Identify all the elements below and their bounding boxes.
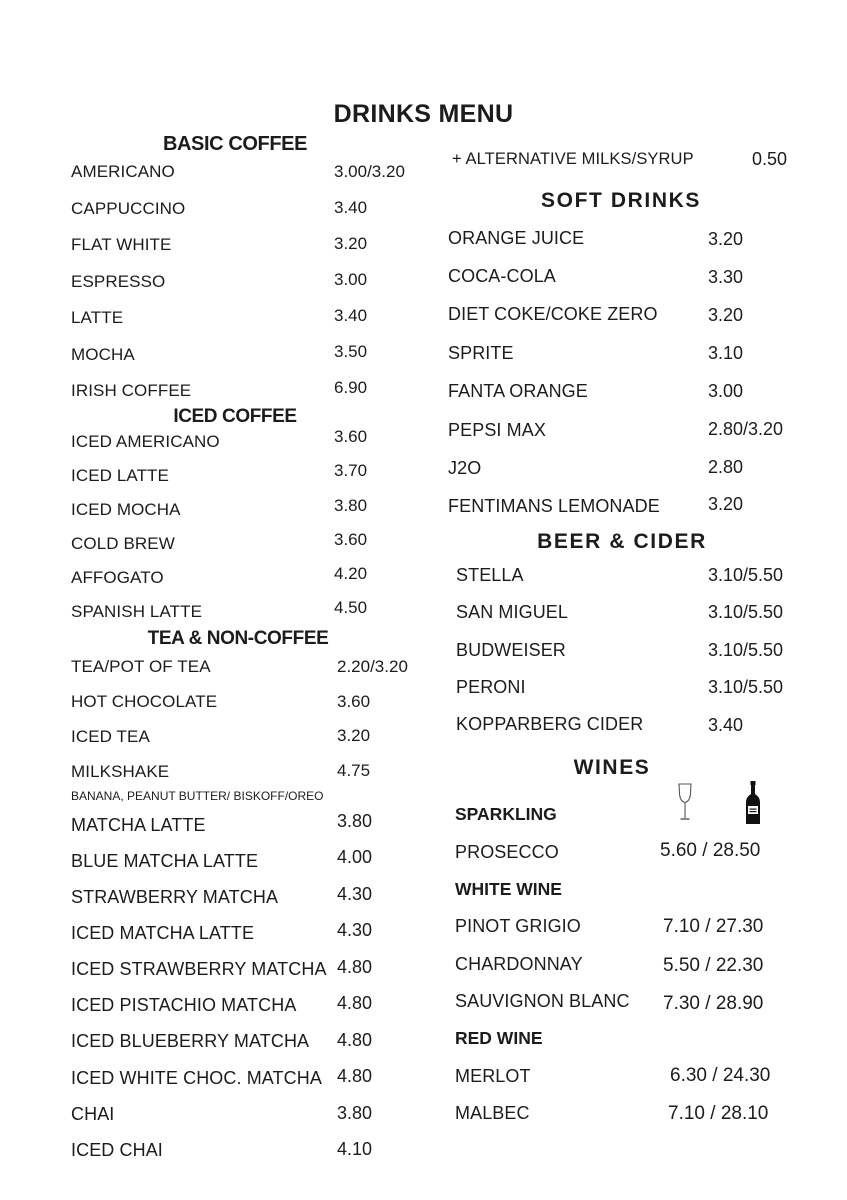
section-heading-iced-coffee: ICED COFFEE xyxy=(173,406,297,427)
menu-item-price: 3.00 xyxy=(708,381,744,401)
menu-item-price: 4.80 xyxy=(337,1066,373,1086)
menu-item-price: 3.40 xyxy=(334,198,368,217)
menu-item-price: 6.90 xyxy=(334,378,368,397)
menu-item-price: 6.30 / 24.30 xyxy=(670,1065,771,1086)
menu-item-name: PINOT GRIGIO xyxy=(455,916,581,936)
menu-item-name: MATCHA LATTE xyxy=(71,815,206,835)
menu-item-price: 3.10/5.50 xyxy=(708,565,784,585)
menu-item-price: 3.20 xyxy=(334,234,368,253)
menu-item-name: MILKSHAKE xyxy=(71,762,170,781)
menu-item-name: PEPSI MAX xyxy=(448,420,546,440)
menu-item-price: 3.30 xyxy=(708,267,744,287)
menu-item-name: ICED LATTE xyxy=(71,466,169,485)
menu-item-name: ESPRESSO xyxy=(71,272,166,291)
menu-item-price: 4.00 xyxy=(337,847,373,867)
menu-item-price: 2.20/3.20 xyxy=(337,657,408,676)
menu-item-price: 2.80/3.20 xyxy=(708,419,784,439)
section-heading-soft-drinks: SOFT DRINKS xyxy=(541,189,701,212)
menu-item-name: ICED STRAWBERRY MATCHA xyxy=(71,959,327,979)
menu-item-price: 3.00/3.20 xyxy=(334,162,405,181)
menu-item-name: ICED CHAI xyxy=(71,1140,163,1160)
menu-item-price: 7.30 / 28.90 xyxy=(663,993,764,1014)
menu-item-name: STRAWBERRY MATCHA xyxy=(71,887,279,907)
menu-item-price: 3.70 xyxy=(334,461,368,480)
menu-item-price: 4.30 xyxy=(337,920,373,940)
menu-item-name: SAUVIGNON BLANC xyxy=(455,991,630,1011)
menu-item-price: 3.20 xyxy=(708,494,744,514)
section-heading-basic-coffee: BASIC COFFEE xyxy=(162,133,308,155)
wine-bottle-icon xyxy=(744,780,762,831)
menu-item-name: MERLOT xyxy=(455,1066,531,1086)
menu-item-name: PERONI xyxy=(456,677,526,697)
menu-item-name: ORANGE JUICE xyxy=(448,228,585,248)
menu-item-name: TEA/POT OF TEA xyxy=(71,657,211,676)
menu-item-price: 3.10/5.50 xyxy=(708,677,784,697)
menu-item-price: 4.10 xyxy=(337,1139,373,1159)
menu-item-price: 3.60 xyxy=(334,530,368,549)
menu-item-name: ICED PISTACHIO MATCHA xyxy=(71,995,297,1015)
menu-item-name: CHAI xyxy=(71,1104,115,1124)
menu-item-name: LATTE xyxy=(71,308,124,327)
menu-item-name: SPRITE xyxy=(448,343,514,363)
menu-item-name: CHARDONNAY xyxy=(455,954,583,974)
menu-item-name: ICED MATCHA LATTE xyxy=(71,923,255,943)
menu-item-name: COLD BREW xyxy=(71,534,175,553)
menu-item-price: 2.80 xyxy=(708,457,744,477)
menu-item-price: 3.10/5.50 xyxy=(708,640,784,660)
wine-category-red: RED WINE xyxy=(455,1028,543,1048)
section-heading-tea: TEA & NON-COFFEE xyxy=(147,628,329,649)
menu-item-name: DIET COKE/COKE ZERO xyxy=(448,304,658,324)
wine-glass-icon xyxy=(677,783,693,828)
menu-item-price: 4.80 xyxy=(337,957,373,977)
menu-item-price: 3.10/5.50 xyxy=(708,602,784,622)
menu-item-price: 3.60 xyxy=(337,692,371,711)
menu-item-name: FENTIMANS LEMONADE xyxy=(448,496,660,516)
menu-item-name: MOCHA xyxy=(71,345,135,364)
menu-item-name: ICED BLUEBERRY MATCHA xyxy=(71,1031,310,1051)
menu-item-name: AMERICANO xyxy=(71,162,175,181)
menu-item-name: STELLA xyxy=(456,565,524,585)
menu-item-name: ICED MOCHA xyxy=(71,500,181,519)
menu-item-price: 3.80 xyxy=(337,1103,373,1123)
menu-item-price: 3.80 xyxy=(337,811,373,831)
menu-item-name: PROSECCO xyxy=(455,842,559,862)
menu-item-price: 3.60 xyxy=(334,427,368,446)
menu-item-price: 3.40 xyxy=(334,306,368,325)
wine-category-sparkling: SPARKLING xyxy=(455,804,557,824)
page-title: DRINKS MENU xyxy=(333,100,514,128)
menu-item-name: SPANISH LATTE xyxy=(71,602,203,621)
menu-item-name: J2O xyxy=(448,458,482,478)
wine-category-white: WHITE WINE xyxy=(455,879,562,899)
menu-item-price: 4.80 xyxy=(337,993,373,1013)
menu-item-price: 3.20 xyxy=(708,305,744,325)
menu-item-name: ICED TEA xyxy=(71,727,150,746)
menu-item-price: 3.40 xyxy=(708,715,744,735)
menu-item-price: 3.10 xyxy=(708,343,744,363)
menu-item-price: 7.10 / 28.10 xyxy=(668,1103,769,1124)
menu-item-price: 4.50 xyxy=(334,598,368,617)
menu-item-name: FANTA ORANGE xyxy=(448,381,588,401)
menu-item-name: BLUE MATCHA LATTE xyxy=(71,851,259,871)
menu-item-price: 3.80 xyxy=(334,496,368,515)
menu-item-name: ICED WHITE CHOC. MATCHA xyxy=(71,1068,322,1088)
menu-item-name: SAN MIGUEL xyxy=(456,602,569,622)
menu-item-price: 5.60 / 28.50 xyxy=(660,840,761,861)
extras-item-name: + ALTERNATIVE MILKS/SYRUP xyxy=(452,150,694,168)
menu-item-name: COCA-COLA xyxy=(448,266,556,286)
menu-item-price: 3.00 xyxy=(334,270,368,289)
menu-item-price: 4.80 xyxy=(337,1030,373,1050)
milkshake-flavours-note: BANANA, PEANUT BUTTER/ BISKOFF/OREO xyxy=(71,789,324,803)
menu-item-price: 3.20 xyxy=(708,229,744,249)
menu-item-name: HOT CHOCOLATE xyxy=(71,692,218,711)
menu-item-name: BUDWEISER xyxy=(456,640,566,660)
menu-item-price: 4.75 xyxy=(337,761,371,780)
menu-item-name: CAPPUCCINO xyxy=(71,199,186,218)
menu-item-price: 3.20 xyxy=(337,726,371,745)
menu-item-name: AFFOGATO xyxy=(71,568,164,587)
menu-item-price: 5.50 / 22.30 xyxy=(663,955,764,976)
extras-item-price: 0.50 xyxy=(752,149,788,169)
menu-item-name: ICED AMERICANO xyxy=(71,432,220,451)
menu-item-price: 4.30 xyxy=(337,884,373,904)
menu-item-price: 7.10 / 27.30 xyxy=(663,916,764,937)
menu-item-name: FLAT WHITE xyxy=(71,235,172,254)
menu-item-name: IRISH COFFEE xyxy=(71,381,192,400)
menu-item-name: KOPPARBERG CIDER xyxy=(456,714,644,734)
menu-item-price: 3.50 xyxy=(334,342,368,361)
section-heading-beer-cider: BEER & CIDER xyxy=(537,530,707,553)
menu-item-price: 4.20 xyxy=(334,564,368,583)
menu-item-name: MALBEC xyxy=(455,1103,530,1123)
section-heading-wines: WINES xyxy=(573,756,651,779)
